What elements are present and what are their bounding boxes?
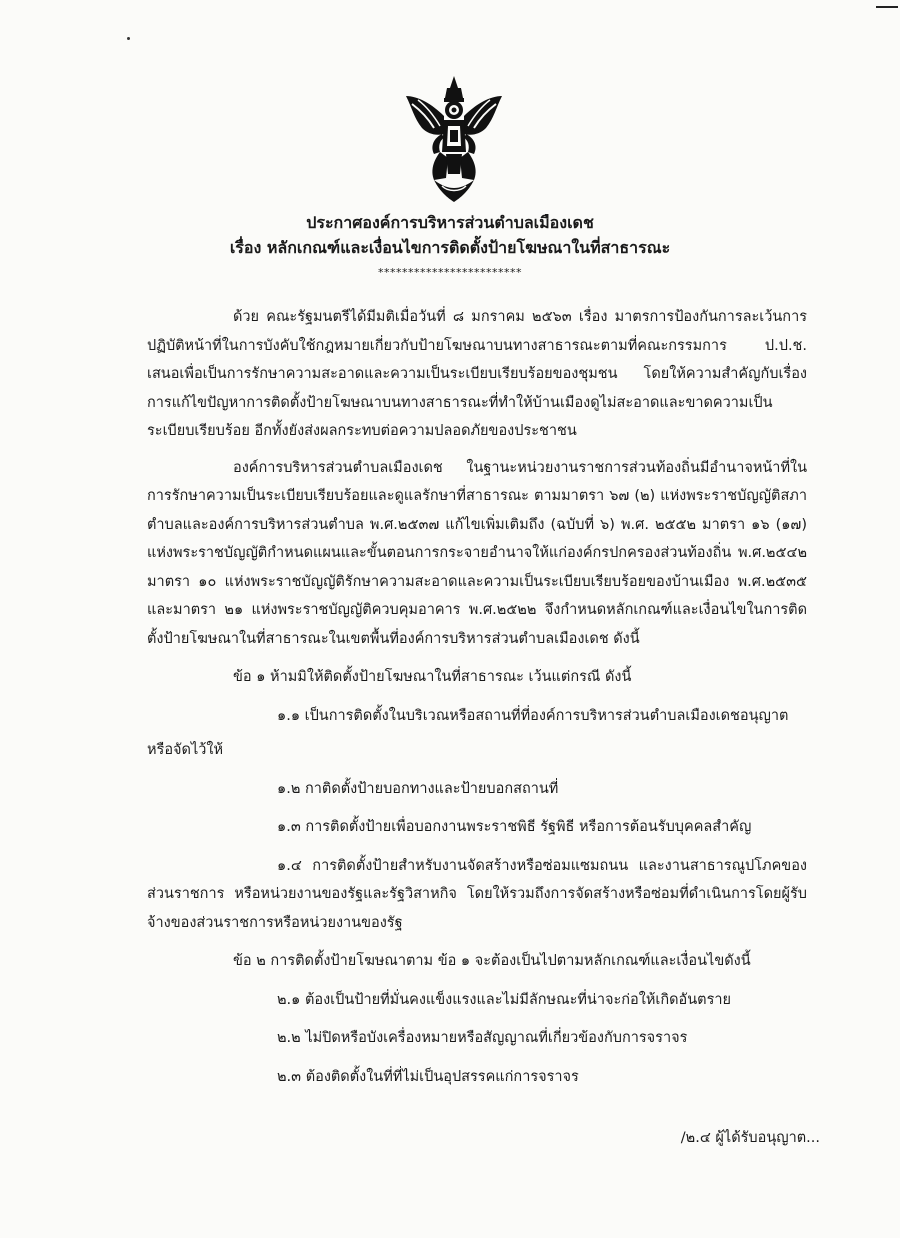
- header-subject-line: เรื่อง หลักเกณฑ์และเงื่อนไขการติดตั้งป้ายโฆษณาในที่สาธารณะ: [229, 238, 671, 257]
- clause-2-3: ๒.๓ ต้องติดตั้งในที่ที่ไม่เป็นอุปสรรคแก่การจราจร: [277, 1068, 579, 1085]
- scan-dot: [127, 37, 130, 40]
- clause-2: ข้อ ๒ การติดตั้งป้ายโฆษณาตาม ข้อ ๑ จะต้องเป็นไปตามหลักเกณฑ์และเงื่อนไขดังนี้: [233, 953, 751, 969]
- clause-1-1-continued: หรือจัดไว้ให้: [147, 742, 224, 758]
- clause-2-1: ๒.๑ ต้องเป็นป้ายที่มั่นคงแข็งแรงและไม่มีลักษณะที่น่าจะก่อให้เกิดอันตราย: [277, 991, 731, 1008]
- clause-1: ข้อ ๑ ห้ามมิให้ติดตั้งป้ายโฆษณาในที่สาธารณะ เว้นแต่กรณี ดังนี้: [233, 669, 632, 685]
- garuda-emblem-icon: [404, 74, 504, 204]
- paragraph-resolution: ด้วย คณะรัฐมนตรีได้มีมติเมื่อวันที่ ๘ มกราคม ๒๕๖๓ เรื่อง มาตรการป้องกันการละเว้นการปฏิบัติหน้าที่ในการบังคับใช้กฎหมายเกี่ยวกับป้ายโฆษณาบนทางสาธารณะตามที่คณะกรรมการ ป.ป.ช. เสนอเพื่อเป็นการรักษาความสะอาดและความเป็นระเบียบเรียบร้อยของชุมชน โดยให้ความสำคัญกับเรื่องการแก้ไขปัญหาการติดตั้งป้ายโฆษณาบนทางสาธารณะที่ทำให้บ้านเมืองดูไม่สะอาดและขาดความเป็นระเบียบเรียบร้อย อีกทั้งยังส่งผลกระทบต่อความปลอดภัยของประชาชน: [147, 309, 807, 439]
- clause-1-1: ๑.๑ เป็นการติดตั้งในบริเวณหรือสถานที่ที่องค์การบริหารส่วนตำบลเมืองเดชอนุญาต: [277, 707, 789, 724]
- separator-stars: ************************: [378, 266, 522, 279]
- clause-1-4: ๑.๔ การติดตั้งป้ายสำหรับงานจัดสร้างหรือซ่อมแซมถนน และงานสาธารณูปโภคของส่วนราชการ หรือหน่วยงานของรัฐและรัฐวิสาหกิจ โดยให้รวมถึงการจัดสร้างหรือซ่อมที่ดำเนินการโดยผู้รับจ้างของส่วนราชการหรือหน่วยงานของรัฐ: [147, 857, 807, 931]
- corner-mark: [876, 6, 898, 8]
- paragraph-authority: องค์การบริหารส่วนตำบลเมืองเดช ในฐานะหน่วยงานราชการส่วนท้องถิ่นมีอำนาจหน้าที่ในการรักษาความเป็นระเบียบเรียบร้อยและดูแลรักษาที่สาธารณะ ตามมาตรา ๖๗ (๒) แห่งพระราชบัญญัติสภาตำบลและองค์การบริหารส่วนตำบล พ.ศ.๒๕๓๗ แก้ไขเพิ่มเติมถึง (ฉบับที่ ๖) พ.ศ. ๒๕๕๒ มาตรา ๑๖ (๑๗) แห่งพระราชบัญญัติกำหนดแผนและขั้นตอนการกระจายอำนาจให้แก่องค์กรปกครองส่วนท้องถิ่น พ.ศ.๒๕๔๒ มาตรา ๑๐ แห่งพระราชบัญญัติรักษาความสะอาดและความเป็นระเบียบเรียบร้อยของบ้านเมือง พ.ศ.๒๕๓๕ และมาตรา ๒๑ แห่งพระราชบัญญัติควบคุมอาคาร พ.ศ.๒๕๒๒ จึงกำหนดหลักเกณฑ์และเงื่อนไขในการติดตั้งป้ายโฆษณาในที่สาธารณะในเขตพื้นที่องค์การบริหารส่วนตำบลเมืองเดช ดังนี้: [147, 459, 807, 647]
- clause-2-2: ๒.๒ ไม่ปิดหรือบังเครื่องหมายหรือสัญญาณที่เกี่ยวข้องกับการจราจร: [277, 1030, 688, 1046]
- document-body: [147, 303, 807, 1091]
- continuation-note: /๒.๔ ผู้ได้รับอนุญาต...: [680, 1130, 820, 1146]
- clause-1-3: ๑.๓ การติดตั้งป้ายเพื่อบอกงานพระราชพิธี รัฐพิธี หรือการต้อนรับบุคคลสำคัญ: [277, 819, 752, 835]
- header-org-line: ประกาศองค์การบริหารส่วนตำบลเมืองเดช: [306, 213, 594, 232]
- clause-1-2: ๑.๒ กาติดตั้งป้ายบอกทางและป้ายบอกสถานที่: [277, 780, 559, 797]
